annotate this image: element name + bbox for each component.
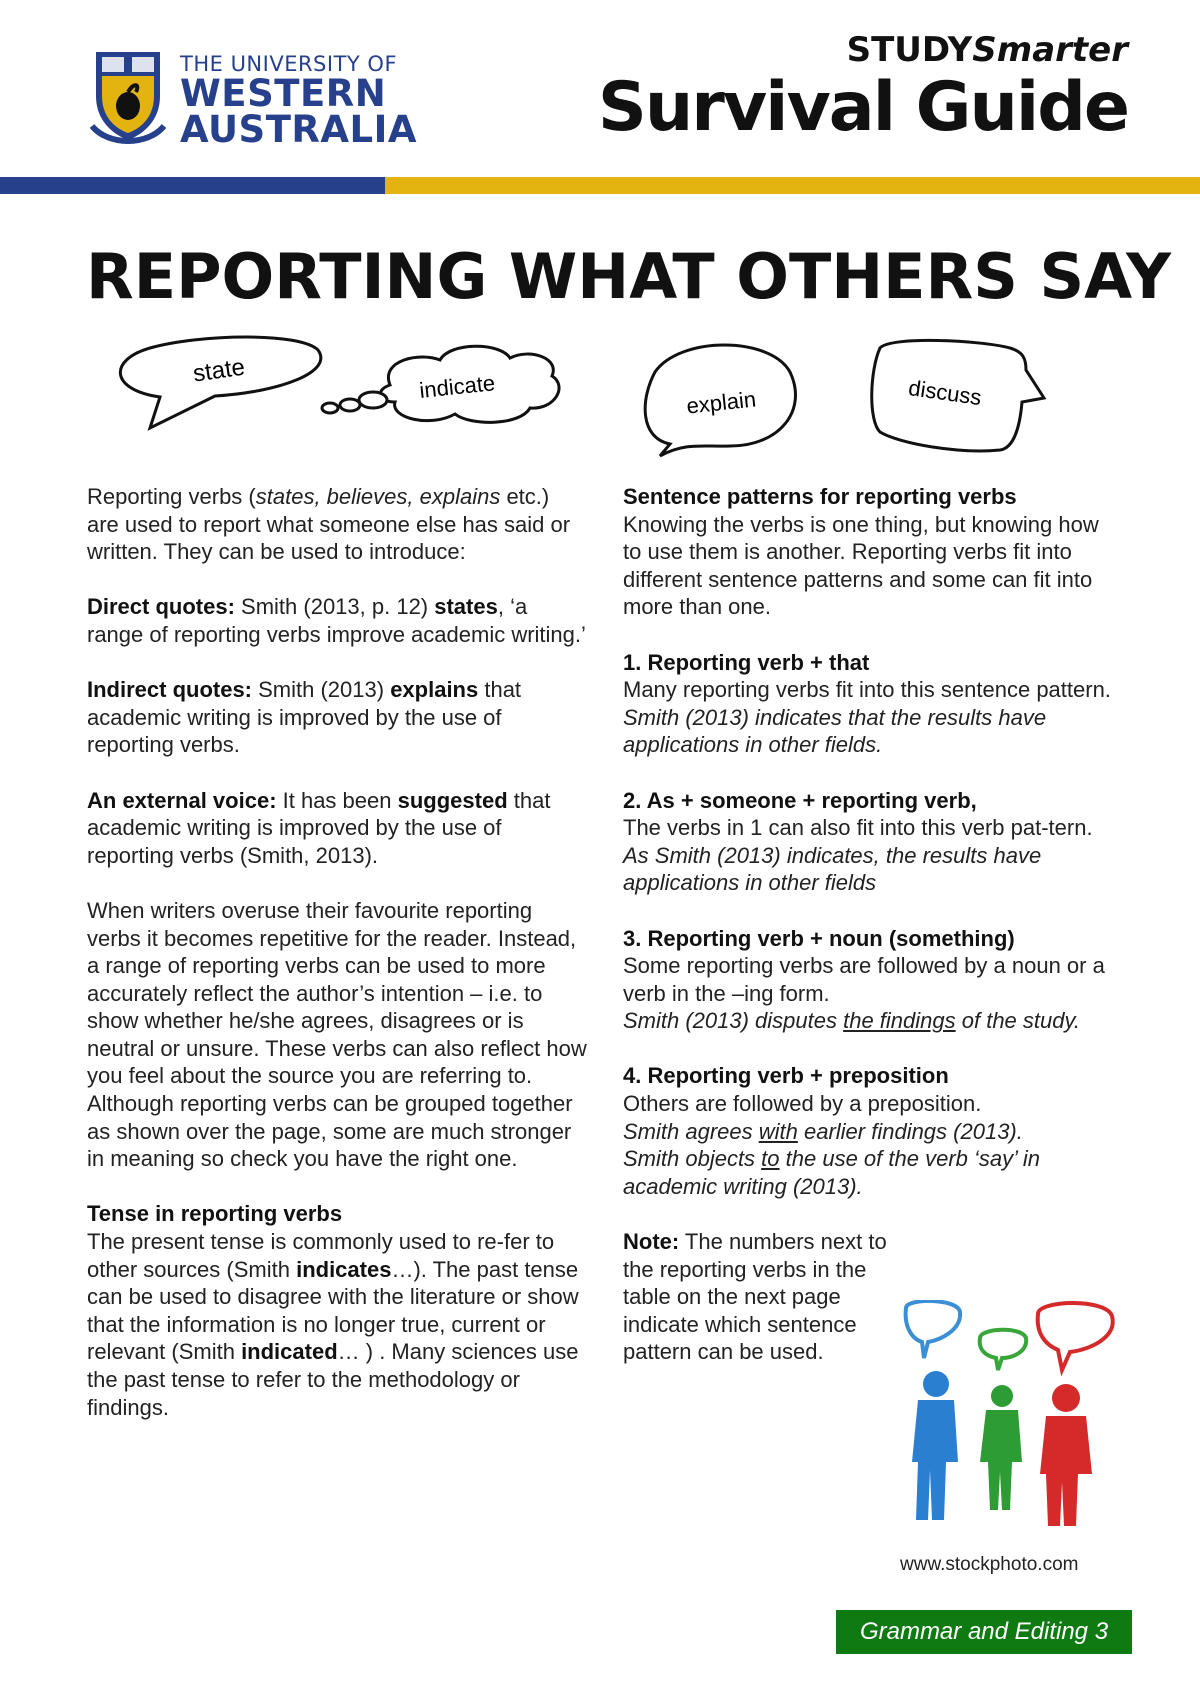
image-credit: www.stockphoto.com — [900, 1554, 1079, 1575]
pattern-3-body: Some reporting verbs are followed by a noun or a verb in the –ing form. — [623, 953, 1105, 1006]
pattern-3-example-underlined: the findings — [843, 1008, 956, 1034]
pattern-3 — [623, 925, 1123, 1035]
direct-quotes-label: Direct quotes: — [87, 594, 235, 620]
pattern-3-example-a: Smith (2013) disputes — [623, 1008, 844, 1034]
intro-text-b: etc.) are used to report what someone else has said or written. They can be used to introduce: — [87, 484, 571, 565]
patterns-body: Knowing the verbs is one thing, but knowing how to use them is another. Reporting verbs fit into different sentence patterns and some can fit into more than one. — [623, 511, 1099, 620]
header-band-gold — [385, 177, 1200, 194]
pattern-4-example-2-b: the use of the verb ‘say’ in academic writing (2013). — [623, 1146, 1041, 1199]
external-voice-label: An external voice: — [87, 787, 277, 813]
pattern-1-heading: 1. Reporting verb + that — [623, 649, 870, 675]
pattern-1 — [623, 649, 1123, 759]
speech-bubbles — [0, 330, 1200, 460]
pattern-4-example-2-underlined: to — [761, 1146, 780, 1172]
pattern-4-example-1 — [623, 1119, 1023, 1144]
external-text-b: that academic writing is improved by the use of reporting verbs (Smith, 2013). — [87, 787, 551, 868]
intro-paragraph — [87, 483, 587, 566]
brand-survival-guide: Survival Guide — [597, 68, 1128, 147]
note-paragraph — [623, 1228, 888, 1366]
indirect-quotes-paragraph — [87, 676, 587, 759]
patterns-paragraph — [623, 483, 1123, 621]
university-line-2: WESTERN — [180, 72, 387, 115]
pattern-3-heading: 3. Reporting verb + noun (something) — [623, 925, 1015, 951]
direct-text-a: Smith (2013, p. 12) — [234, 594, 435, 620]
pattern-1-body: Many reporting verbs fit into this sentence pattern. — [623, 677, 1111, 703]
note-body: The numbers next to the reporting verbs in the table on the next page indicate which sentence pattern can be used. — [623, 1229, 887, 1365]
speech-bubble-state — [120, 337, 320, 428]
indirect-verb: explains — [390, 677, 479, 703]
bubble-label-explain: explain — [685, 386, 758, 419]
bubble-label-state: state — [191, 353, 247, 388]
external-verb: suggested — [397, 787, 508, 813]
bubble-label-indicate: indicate — [418, 370, 497, 403]
pattern-4-body: Others are followed by a preposition. — [623, 1091, 982, 1117]
people-with-speech-bubbles-image — [888, 1300, 1120, 1530]
intro-text-a: Reporting verbs ( — [87, 484, 256, 509]
tense-text-a: The present tense is commonly used to re-fer to other sources (Smith — [87, 1229, 555, 1282]
direct-quotes-paragraph — [87, 593, 587, 648]
university-name — [180, 52, 418, 151]
tense-text-b: …). The past tense can be used to disagree with the literature or show that the information is no longer true, current or relevant (Smith — [87, 1256, 579, 1365]
thought-bubble-indicate — [322, 346, 559, 422]
footer-label: Grammar and Editing 3 — [859, 1618, 1109, 1645]
tense-text-c: … ) . Many sciences use the past tense to refer to the methodology or findings. — [87, 1339, 579, 1420]
brand-smarter: Smarter — [972, 30, 1128, 70]
brand-study-smarter — [847, 30, 1128, 70]
note-label: Note: — [623, 1229, 680, 1255]
indirect-text-a: Smith (2013) — [252, 677, 391, 703]
pattern-3-example — [623, 1008, 1080, 1033]
pattern-4-example-2-a: Smith objects — [623, 1146, 762, 1172]
pattern-1-example: Smith (2013) indicates that the results have applications in other fields. — [623, 704, 1047, 758]
pattern-4 — [623, 1062, 1123, 1200]
pattern-2-example: As Smith (2013) indicates, the results have applications in other fields — [623, 842, 1042, 896]
right-column — [623, 483, 1123, 1394]
university-line-1: THE UNIVERSITY OF — [180, 52, 398, 76]
indirect-quotes-label: Indirect quotes: — [87, 677, 253, 703]
pattern-3-example-b: of the study. — [955, 1008, 1080, 1034]
intro-examples: states, believes, explains — [255, 484, 501, 509]
speech-bubble-discuss — [872, 340, 1044, 450]
external-text-a: It has been — [276, 787, 398, 813]
pattern-2 — [623, 787, 1123, 897]
pattern-4-example-1-underlined: with — [758, 1118, 798, 1144]
tense-heading: Tense in reporting verbs — [87, 1201, 343, 1227]
speech-bubble-explain — [645, 345, 795, 456]
direct-text-b: , ‘a range of reporting verbs improve academic writing.’ — [87, 594, 586, 647]
crest-icon — [88, 48, 168, 144]
university-line-3: AUSTRALIA — [180, 108, 418, 151]
patterns-heading: Sentence patterns for reporting verbs — [623, 484, 1017, 509]
bubble-label-discuss: discuss — [906, 375, 984, 411]
pattern-2-heading: 2. As + someone + reporting verb, — [623, 787, 977, 813]
left-column — [87, 483, 587, 1449]
brand-study: STUDY — [846, 30, 973, 70]
pattern-2-body: The verbs in 1 can also fit into this verb pat-tern. — [623, 815, 1093, 841]
direct-verb: states — [434, 594, 498, 620]
external-voice-paragraph — [87, 787, 587, 870]
pattern-4-example-2 — [623, 1146, 1040, 1199]
indirect-text-b: that academic writing is improved by the use of reporting verbs. — [87, 677, 522, 758]
header-band-blue — [0, 177, 385, 194]
pattern-4-example-1-a: Smith agrees — [623, 1118, 759, 1144]
page-title: REPORTING WHAT OTHERS SAY — [86, 240, 1172, 313]
tense-verb-past: indicated — [241, 1339, 338, 1365]
tense-paragraph — [87, 1200, 587, 1421]
pattern-4-example-1-b: earlier findings (2013). — [797, 1118, 1023, 1144]
overuse-paragraph: When writers overuse their favourite reporting verbs it becomes repetitive for the reader. Instead, a range of reporting verbs can be used to more accurately reflect the author’s intention – i.e. to show whether he/she agrees, disagrees or is neutral or unsure. These verbs can also reflect how you feel about the source you are referring to. Although reporting verbs can be grouped together as shown over the page, some are much stronger in meaning so check you have the right one. — [87, 897, 587, 1172]
tense-verb-present: indicates — [296, 1256, 392, 1282]
pattern-4-heading: 4. Reporting verb + preposition — [623, 1063, 949, 1089]
